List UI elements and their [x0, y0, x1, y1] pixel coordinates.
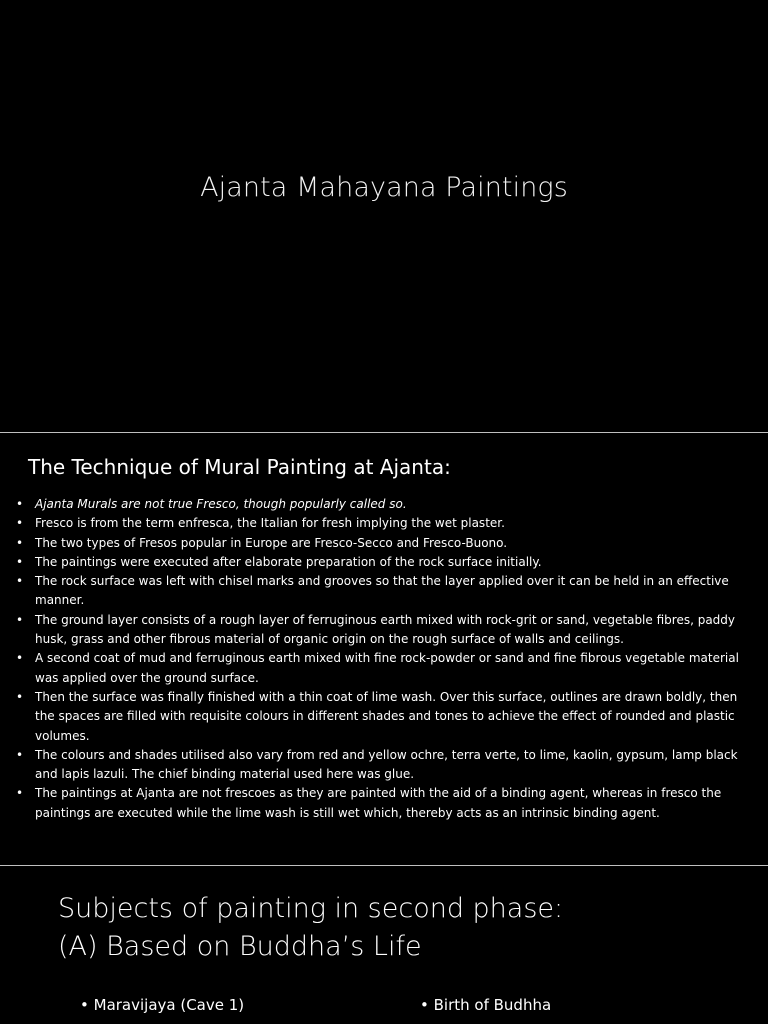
bullet-item: • The rock surface was left with chisel marks and grooves so that the layer applied over it can be held in an effective manner. — [16, 572, 748, 611]
slide-1-title: Ajanta Mahayana Paintings — [200, 172, 568, 203]
subject-item-left: • Maravijaya (Cave 1) — [80, 996, 244, 1014]
slide-3-heading-line-2: (A) Based on Buddha’s Life — [58, 931, 422, 962]
bullet-item: • The paintings at Ajanta are not frescoes as they are painted with the aid of a binding agent, whereas in fresco the paintings are executed while the lime wash is still wet which, thereby acts as an intrinsic binding agent. — [16, 784, 748, 823]
bullet-item: • The ground layer consists of a rough layer of ferruginous earth mixed with rock-grit or sand, vegetable fibres, paddy husk, grass and other fibrous material of organic origin on the rough surface of walls and ceilings. — [16, 611, 748, 650]
slide-title — [0, 0, 768, 432]
bullet-item: • The colours and shades utilised also vary from red and yellow ochre, terra verte, to lime, kaolin, gypsum, lamp black and lapis lazuli. The chief binding material used here was glue. — [16, 746, 748, 785]
slide-technique — [0, 433, 768, 865]
slide-3-heading — [58, 890, 563, 966]
slide-3-heading-line-1: Subjects of painting in second phase: — [58, 893, 564, 924]
slide-2-heading: The Technique of Mural Painting at Ajanta: — [28, 455, 451, 479]
bullet-item: • Ajanta Murals are not true Fresco, though popularly called so. — [16, 495, 748, 514]
bullet-item: • A second coat of mud and ferruginous earth mixed with fine rock-powder or sand and fine fibrous vegetable material was applied over the ground surface. — [16, 649, 748, 688]
bullet-item: • Then the surface was finally finished with a thin coat of lime wash. Over this surface, outlines are drawn boldly, then the spaces are filled with requisite colours in different shades and tones to achieve the effect of rounded and plastic volumes. — [16, 688, 748, 746]
technique-bullet-list — [16, 495, 748, 823]
subject-item-right: • Birth of Budhha — [420, 996, 551, 1014]
bullet-item: • The paintings were executed after elaborate preparation of the rock surface initially. — [16, 553, 748, 572]
bullet-item: • The two types of Fresos popular in Europe are Fresco-Secco and Fresco-Buono. — [16, 534, 748, 553]
bullet-item: • Fresco is from the term enfresca, the Italian for fresh implying the wet plaster. — [16, 514, 748, 533]
slide-subjects — [0, 866, 768, 1024]
